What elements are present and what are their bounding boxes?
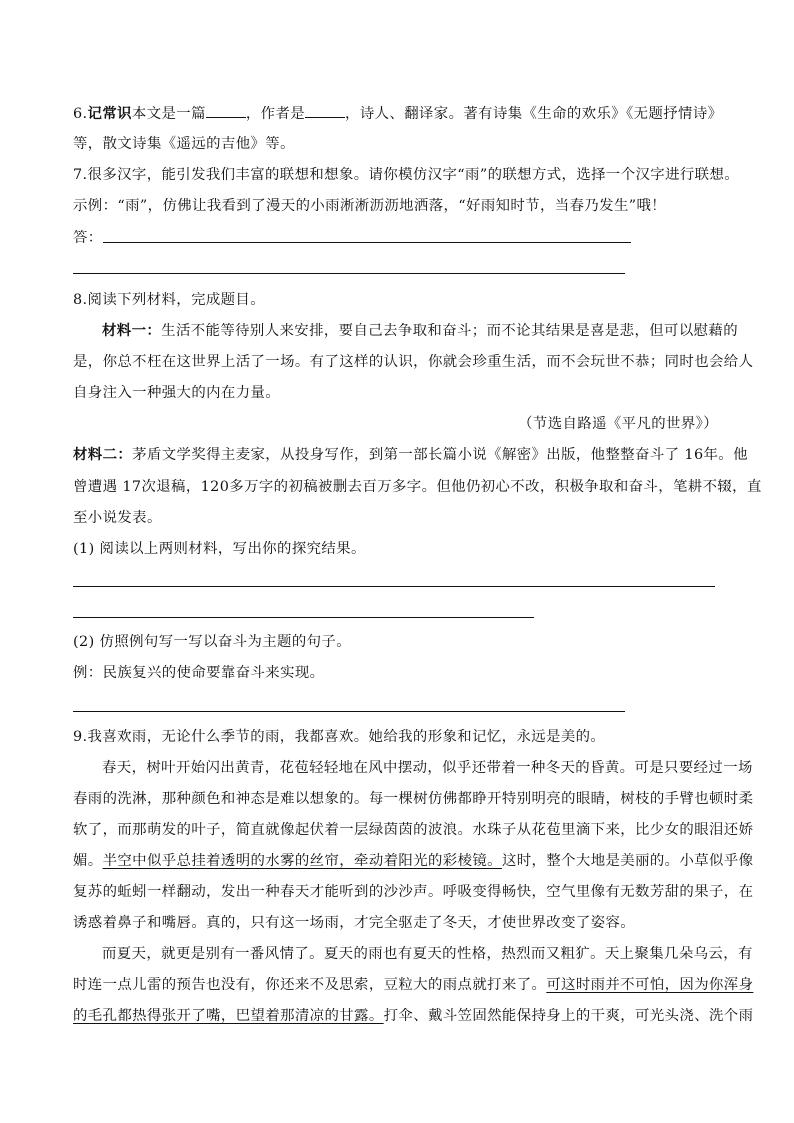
- q8-1-answer-line-1[interactable]: [73, 586, 715, 587]
- material-1-line-2: 是，你总不枉在这世界上活了一场。有了这样的认识，你就会珍重生活，而不会玩世不恭；同时也会给人: [73, 354, 754, 370]
- material-1-text-1: 生活不能等待别人来安排，要自己去争取和奋斗；而不论其结果是喜是悲，但可以慰藉的: [161, 323, 739, 339]
- q9-underlined-sentence-1: 半空中似乎总挂着透明的水雾的丝帘，牵动着阳光的彩棱镜。: [102, 853, 502, 869]
- q7-answer-line-2[interactable]: [73, 273, 625, 274]
- q7-answer-line-1[interactable]: [103, 242, 631, 243]
- q9-underlined-sentence-2b: 的毛孔都热得张开了嘴，巴望着那清凉的甘露。: [73, 1008, 384, 1024]
- q8-1-answer-line-2[interactable]: [73, 617, 534, 618]
- material-1-line-1: [102, 321, 738, 341]
- q9-p2-line-2: [73, 975, 753, 995]
- q6-number: 6.: [73, 106, 88, 122]
- q9-p1-line-5: 复苏的蚯蚓一样翻动，发出一种春天才能听到的沙沙声。呼吸变得畅快，空气里像有无数芳甜的果子，在: [73, 884, 754, 900]
- q9-p1-line-4: [73, 851, 753, 871]
- q9-p1-text-a: 媚。: [73, 853, 103, 869]
- q6-bold-label: 记常识: [87, 105, 132, 122]
- q9-p1-text-b: 这时，整个大地是美丽的。小草似乎像: [501, 853, 754, 869]
- q8-subquestion-1: (1) 阅读以上两则材料，写出你的探究结果。: [73, 541, 366, 557]
- q7-example: 示例：“雨”，仿佛让我看到了漫天的小雨淅淅沥沥地洒落，“好雨知时节，当春乃发生”哦！: [73, 198, 667, 214]
- q9-p1-line-6: 诱惑着鼻子和嘴唇。真的，只有这一场雨，才完全驱走了冬天，才使世界改变了姿容。: [73, 915, 636, 931]
- material-2-line-3: 至小说发表。: [73, 510, 162, 526]
- material-2-text-1: 茅盾文学奖得主麦家，从投身写作，到第一部长篇小说《解密》出版，他整整奋斗了 16年。他: [132, 447, 748, 463]
- q9-p2-text-b: 打伞、戴斗笠固然能保持身上的干爽，可光头浇、洗个雨: [383, 1008, 754, 1024]
- q9-p2-text-a: 时连一点儿雷的预告也没有，你还来不及思索，豆粒大的雨点就打来了。: [73, 977, 547, 993]
- q9-p2-line-1: 而夏天，就更是别有一番风情了。夏天的雨也有夏天的性格，热烈而又粗犷。天上聚集几朵乌云，有: [102, 946, 753, 962]
- q8-2-answer-line[interactable]: [73, 711, 625, 712]
- q8-intro: 8.阅读下列材料，完成题目。: [73, 292, 266, 308]
- material-1-label: 材料一：: [102, 322, 162, 339]
- q9-intro: 9.我喜欢雨，无论什么季节的雨，我都喜欢。她给我的形象和记忆，永远是美的。: [73, 729, 606, 745]
- q6-text-a: 本文是一篇: [131, 106, 206, 122]
- q9-underlined-sentence-2a: 可这时雨并不可怕，因为你浑身: [546, 977, 754, 993]
- q7-answer-label: 答：: [73, 230, 103, 246]
- q6-text-c: ，诗人、翻译家。著有诗集《生命的欢乐》《无题抒情诗》: [345, 106, 723, 122]
- q9-p1-line-3: 软了，而那萌发的叶子，简直就像起伏着一层绿茵茵的波浪。水珠子从花苞里滴下来，比少女的眼泪还娇: [73, 822, 754, 838]
- q9-p1-line-1: 春天，树叶开始闪出黄青，花苞轻轻地在风中摆动，似乎还带着一种冬天的昏黄。可是只要经过一场: [102, 760, 753, 776]
- material-2-line-2: 曾遭遇 17次退稿，120多万字的初稿被删去百万多字。但他仍初心不改，积极争取和奋斗，笔耕不辍，直: [73, 479, 762, 495]
- q7-question: 7.很多汉字，能引发我们丰富的联想和想象。请你模仿汉字“雨”的联想方式，选择一个汉字进行联想。: [73, 167, 740, 183]
- material-2-label: 材料二：: [73, 446, 133, 463]
- q6-line-1: [73, 103, 722, 124]
- q8-2-example: 例：民族复兴的使命要靠奋斗来实现。: [73, 665, 325, 681]
- material-1-source: （节选自路遥《平凡的世界》）: [518, 416, 718, 432]
- material-1-line-3: 自身注入一种强大的内在力量。: [73, 385, 281, 401]
- q6-blank-1[interactable]: [206, 103, 246, 118]
- q8-subquestion-2: (2) 仿照例句写一写以奋斗为主题的句子。: [73, 634, 352, 650]
- q6-line-2: 等，散文诗集《遥远的吉他》等。: [73, 136, 295, 152]
- q9-p2-line-3: [73, 1006, 753, 1026]
- q6-blank-2[interactable]: [305, 103, 345, 118]
- q6-text-b: ，作者是: [245, 106, 306, 122]
- material-2-line-1: [73, 445, 748, 465]
- q9-p1-line-2: 春雨的洗淋，那种颜色和神态是难以想象的。每一棵树仿佛都睁开特别明亮的眼睛，树枝的手臂也顿时柔: [73, 791, 754, 807]
